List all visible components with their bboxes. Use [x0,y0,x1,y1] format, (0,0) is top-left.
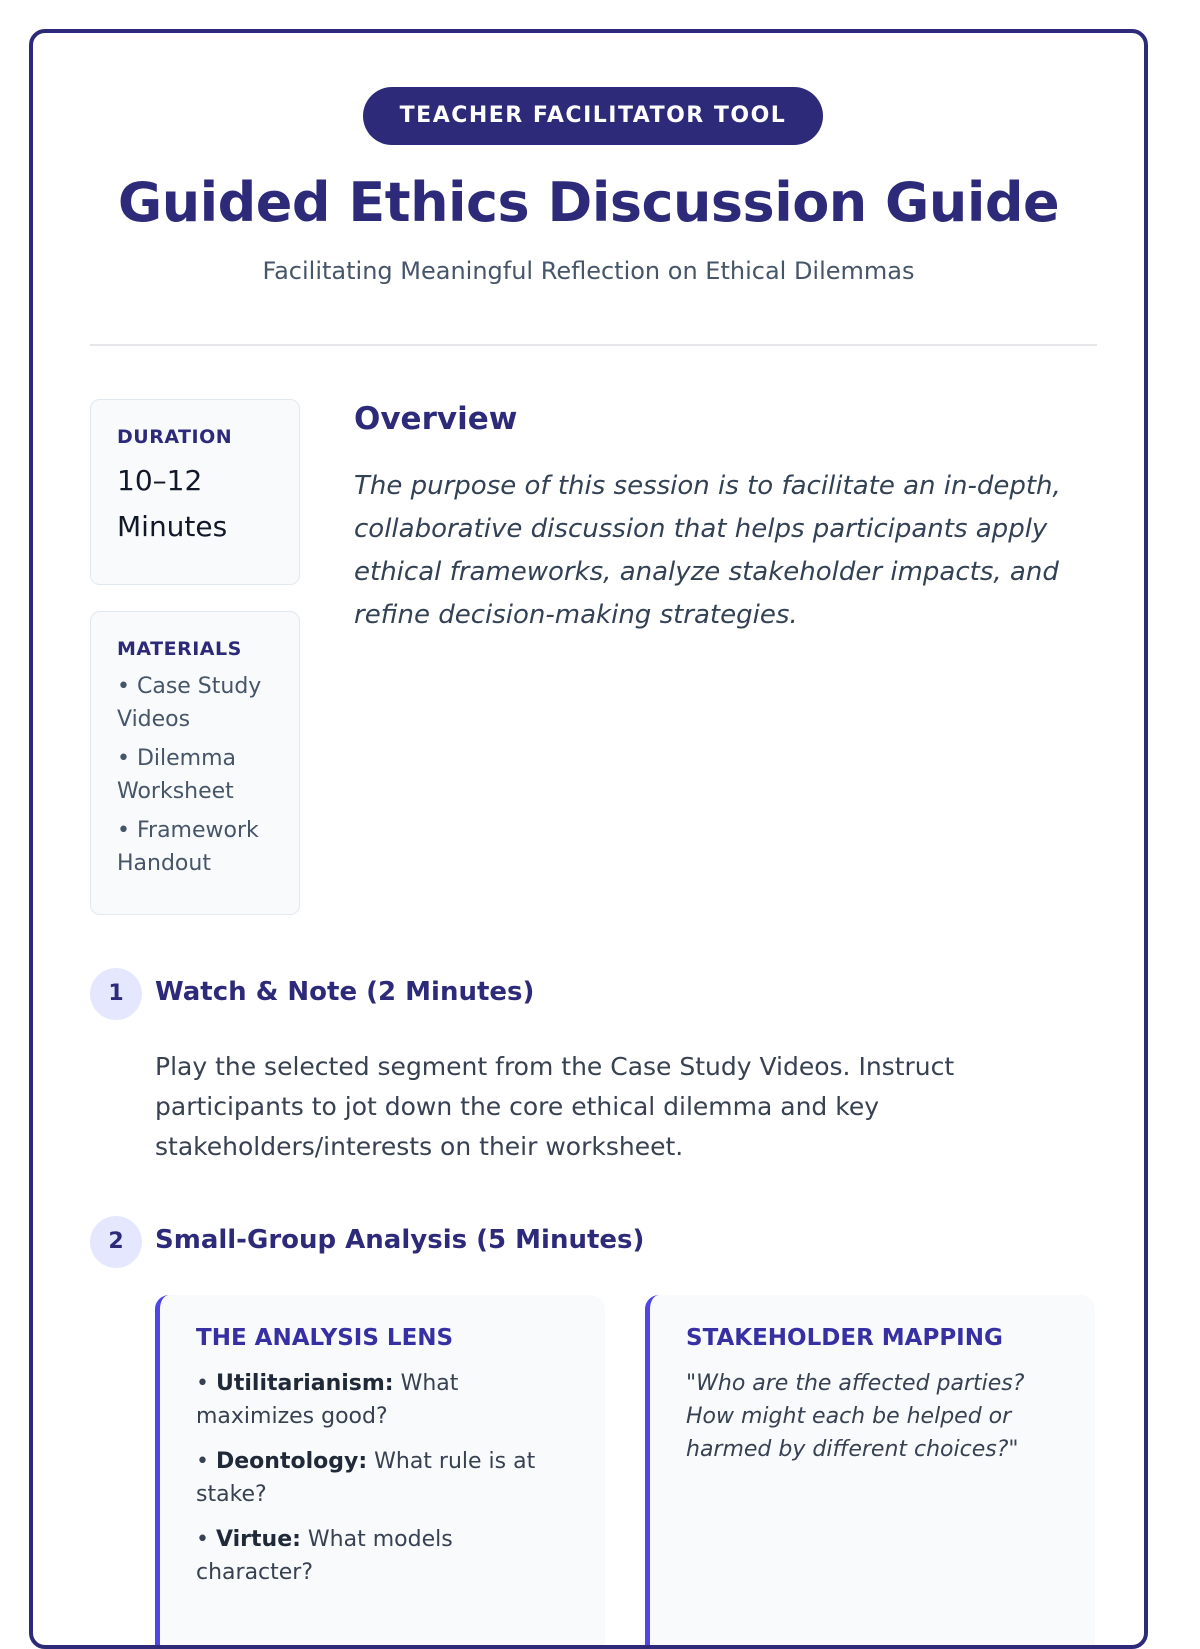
step-title-1: Watch & Note (2 Minutes) [155,977,535,1007]
analysis-lens-card [155,1295,605,1649]
lens-item: • Utilitarianism: What maximizes good? [196,1371,459,1429]
duration-value-unit: Minutes [117,510,228,543]
stakeholder-mapping-heading: STAKEHOLDER MAPPING [686,1325,1003,1351]
lens-desc: What rule is at stake? [196,1449,536,1507]
guide-page [29,29,1148,1649]
lens-item: • Deontology: What rule is at stake? [196,1449,536,1507]
step-title-2: Small-Group Analysis (5 Minutes) [155,1225,645,1255]
materials-label: MATERIALS [117,638,242,660]
page-subtitle: Facilitating Meaningful Reflection on Ethical Dilemmas [262,257,915,285]
duration-value-number: 10–12 [117,464,203,497]
lens-item: • Virtue: What models character? [196,1527,453,1585]
lens-term: Deontology: [215,1449,368,1474]
overview-heading: Overview [354,401,518,437]
analysis-lens-heading: THE ANALYSIS LENS [196,1325,454,1351]
lens-desc: What maximizes good? [196,1371,459,1429]
page-title: Guided Ethics Discussion Guide [117,171,1060,234]
stakeholder-mapping-card [645,1295,1095,1649]
step-number-2: 2 [90,1216,142,1268]
materials-item: • Framework Handout [117,818,259,876]
stakeholder-mapping-quote: "Who are the affected parties? How might each be helped or harmed by different choices?" [686,1371,1025,1462]
overview-text: The purpose of this session is to facilitate an in-depth, collaborative discussion that helps participants apply ethical frameworks, analyze stakeholder impacts, and refine decision-making strategies. [354,471,1061,630]
lens-term: Utilitarianism: [215,1371,394,1396]
duration-card [90,399,300,585]
lens-term: Virtue: [215,1527,301,1552]
step-text-1: Play the selected segment from the Case Study Videos. Instruct participants to jot down the core ethical dilemma and key stakeholders/interests on their worksheet. [155,1052,955,1161]
materials-list [117,670,273,880]
tool-badge: TEACHER FACILITATOR TOOL [363,87,823,145]
lens-desc: What models character? [196,1527,453,1585]
materials-card [90,611,300,915]
materials-item: • Dilemma Worksheet [117,746,237,804]
header-divider [90,344,1097,346]
duration-value [117,458,273,550]
duration-label: DURATION [117,426,233,448]
step-number-1: 1 [90,968,142,1020]
analysis-lens-list [196,1367,575,1589]
materials-item: • Case Study Videos [117,674,262,732]
